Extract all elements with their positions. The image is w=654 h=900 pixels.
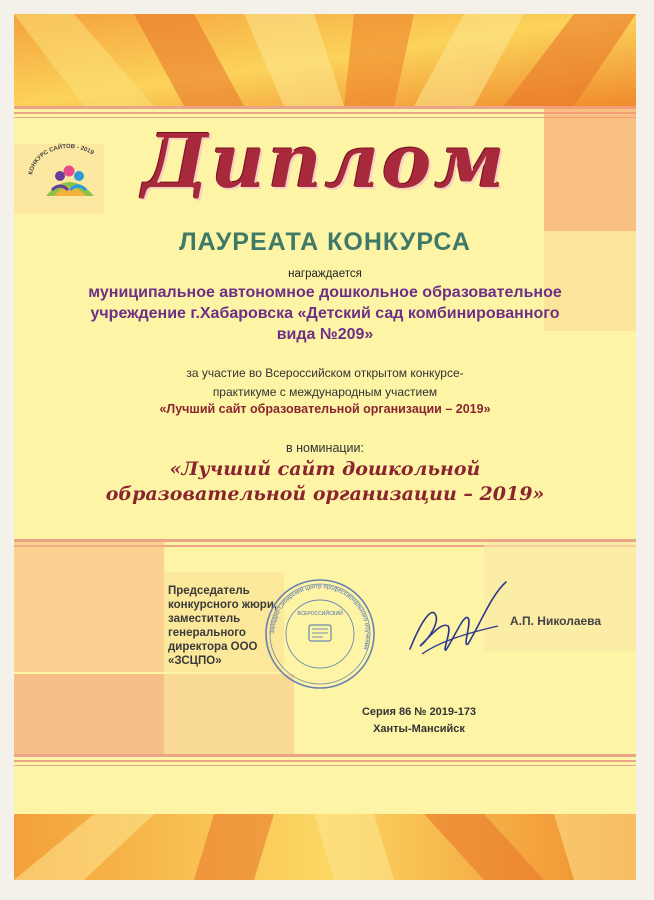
series-block — [334, 704, 504, 738]
awarded-label: награждается — [288, 268, 362, 280]
nomination-line-1: «Лучший сайт дошкольной — [169, 458, 481, 480]
nomination-label: в номинации: — [286, 441, 364, 455]
diploma-sheet — [14, 14, 636, 880]
signatory-name: А.П. Николаева — [510, 614, 602, 628]
participation-line-1: за участие во Всероссийском открытом конкурсе- — [186, 366, 464, 380]
participation-text — [14, 364, 636, 402]
chair-title: Председатель конкурсного жюри, заместитель генерального директора ООО «ЗСЦПО» — [168, 585, 278, 667]
recipient-name: муниципальное автономное дошкольное образовательное учреждение г.Хабаровска «Детский сад комбинированного вида №209» — [88, 284, 562, 343]
contest-name: «Лучший сайт образовательной организации – 2019» — [159, 402, 491, 416]
nomination-title — [14, 457, 636, 507]
nomination-line-2: образовательной организации – 2019» — [105, 483, 545, 505]
issue-city: Ханты-Мансийск — [373, 723, 465, 735]
official-seal — [263, 577, 377, 691]
seal-inner-text: ВСЕРОССИЙСКИЙ — [297, 611, 343, 617]
seal-text: Западно-Сибирский центр профессионального обучения — [269, 583, 371, 651]
signature — [402, 574, 512, 674]
diploma-subtitle: ЛАУРЕАТА КОНКУРСА — [179, 228, 471, 256]
participation-line-2: практикуме с международным участием — [212, 385, 438, 399]
diploma-title: Диплом — [142, 119, 508, 205]
series-number: Серия 86 № 2019-173 — [361, 706, 477, 718]
logo-text: КОНКУРС САЙТОВ - 2019 — [28, 143, 95, 176]
